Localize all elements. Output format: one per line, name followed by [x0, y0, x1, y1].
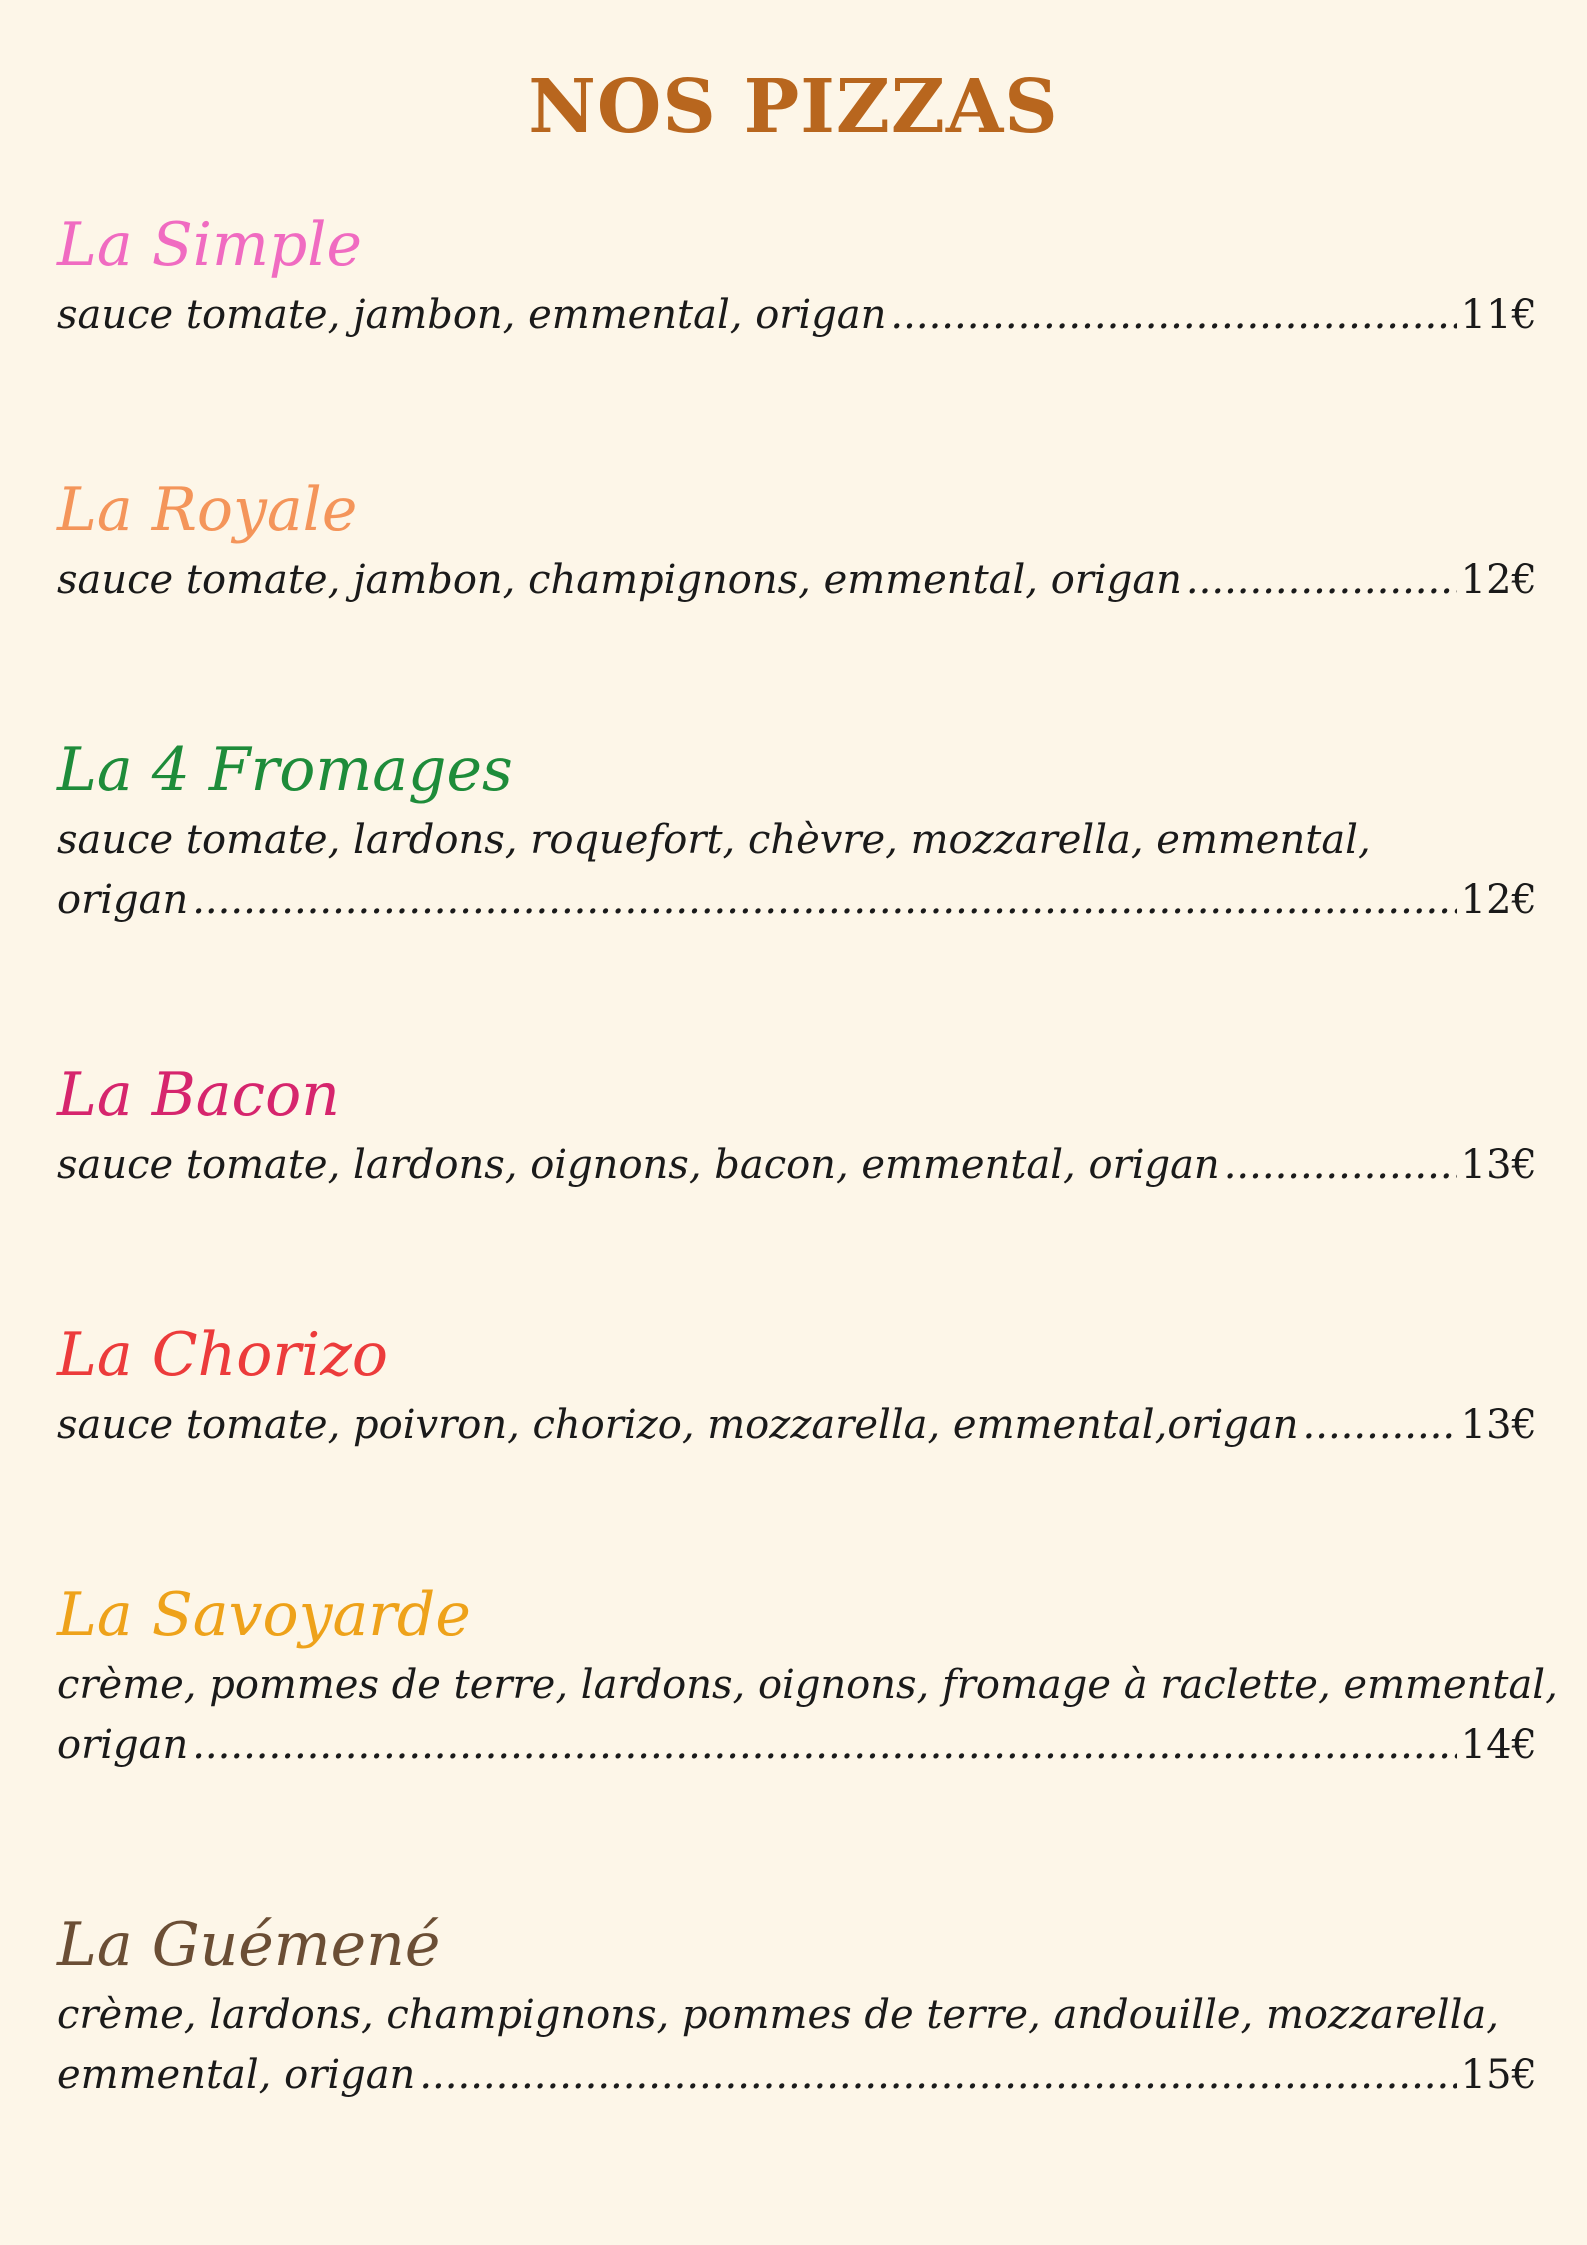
pizza-price: 12€: [1460, 557, 1537, 603]
pizza-item: [57, 1055, 1537, 1195]
pizza-ingredients: origan: [57, 1722, 189, 1768]
dot-leader: [192, 1715, 1456, 1775]
pizza-name: La Guémené: [57, 1910, 441, 1980]
dot-leader: [192, 870, 1456, 930]
pizza-ingredients: sauce tomate, jambon, champignons, emmental, origan: [57, 557, 1182, 603]
pizza-price-line: [57, 1395, 1537, 1455]
pizza-item: [57, 730, 1537, 930]
pizza-ingredients: sauce tomate, lardons, roquefort, chèvre, mozzarella, emmental,: [57, 817, 1371, 863]
pizza-name: La Royale: [57, 475, 358, 545]
dot-leader: [1303, 1395, 1457, 1455]
dot-leader: [1224, 1135, 1457, 1195]
pizza-ingredients: crème, pommes de terre, lardons, oignons, fromage à raclette, emmental,: [57, 1662, 1558, 1708]
pizza-name: La Savoyarde: [57, 1580, 471, 1650]
dot-leader: [890, 285, 1456, 345]
pizza-item: [57, 470, 1537, 610]
pizza-item: [57, 205, 1537, 345]
pizza-price: 13€: [1460, 1402, 1537, 1448]
pizza-name: La Chorizo: [57, 1320, 388, 1390]
pizza-ingredients: emmental, origan: [57, 2052, 416, 2098]
pizza-ingredients: origan: [57, 877, 189, 923]
pizza-name: La 4 Fromages: [57, 735, 513, 805]
pizza-name: La Bacon: [57, 1060, 340, 1130]
pizza-ingredients: sauce tomate, jambon, emmental, origan: [57, 292, 887, 338]
pizza-price: 12€: [1460, 877, 1537, 923]
pizza-price-line: [57, 870, 1537, 930]
pizza-price: 11€: [1460, 292, 1537, 338]
pizza-price-line: [57, 285, 1537, 345]
pizza-item: [57, 1905, 1537, 2105]
pizza-price-line: [57, 1135, 1537, 1195]
dot-leader: [419, 2045, 1456, 2105]
pizza-price-line: [57, 1715, 1537, 1775]
pizza-price: 13€: [1460, 1142, 1537, 1188]
pizza-price: 14€: [1460, 1722, 1537, 1768]
pizza-price: 15€: [1460, 2052, 1537, 2098]
pizza-price-line: [57, 550, 1537, 610]
pizza-ingredients: sauce tomate, poivron, chorizo, mozzarella, emmental,origan: [57, 1402, 1299, 1448]
pizza-name: La Simple: [57, 210, 362, 280]
dot-leader: [1186, 550, 1457, 610]
pizza-price-line: [57, 2045, 1537, 2105]
pizza-ingredients: sauce tomate, lardons, oignons, bacon, emmental, origan: [57, 1142, 1220, 1188]
pizza-ingredients: crème, lardons, champignons, pommes de terre, andouille, mozzarella,: [57, 1992, 1499, 2038]
pizza-item: [57, 1575, 1558, 1775]
menu-title: NOS PIZZAS: [528, 64, 1059, 150]
pizza-item: [57, 1315, 1537, 1455]
